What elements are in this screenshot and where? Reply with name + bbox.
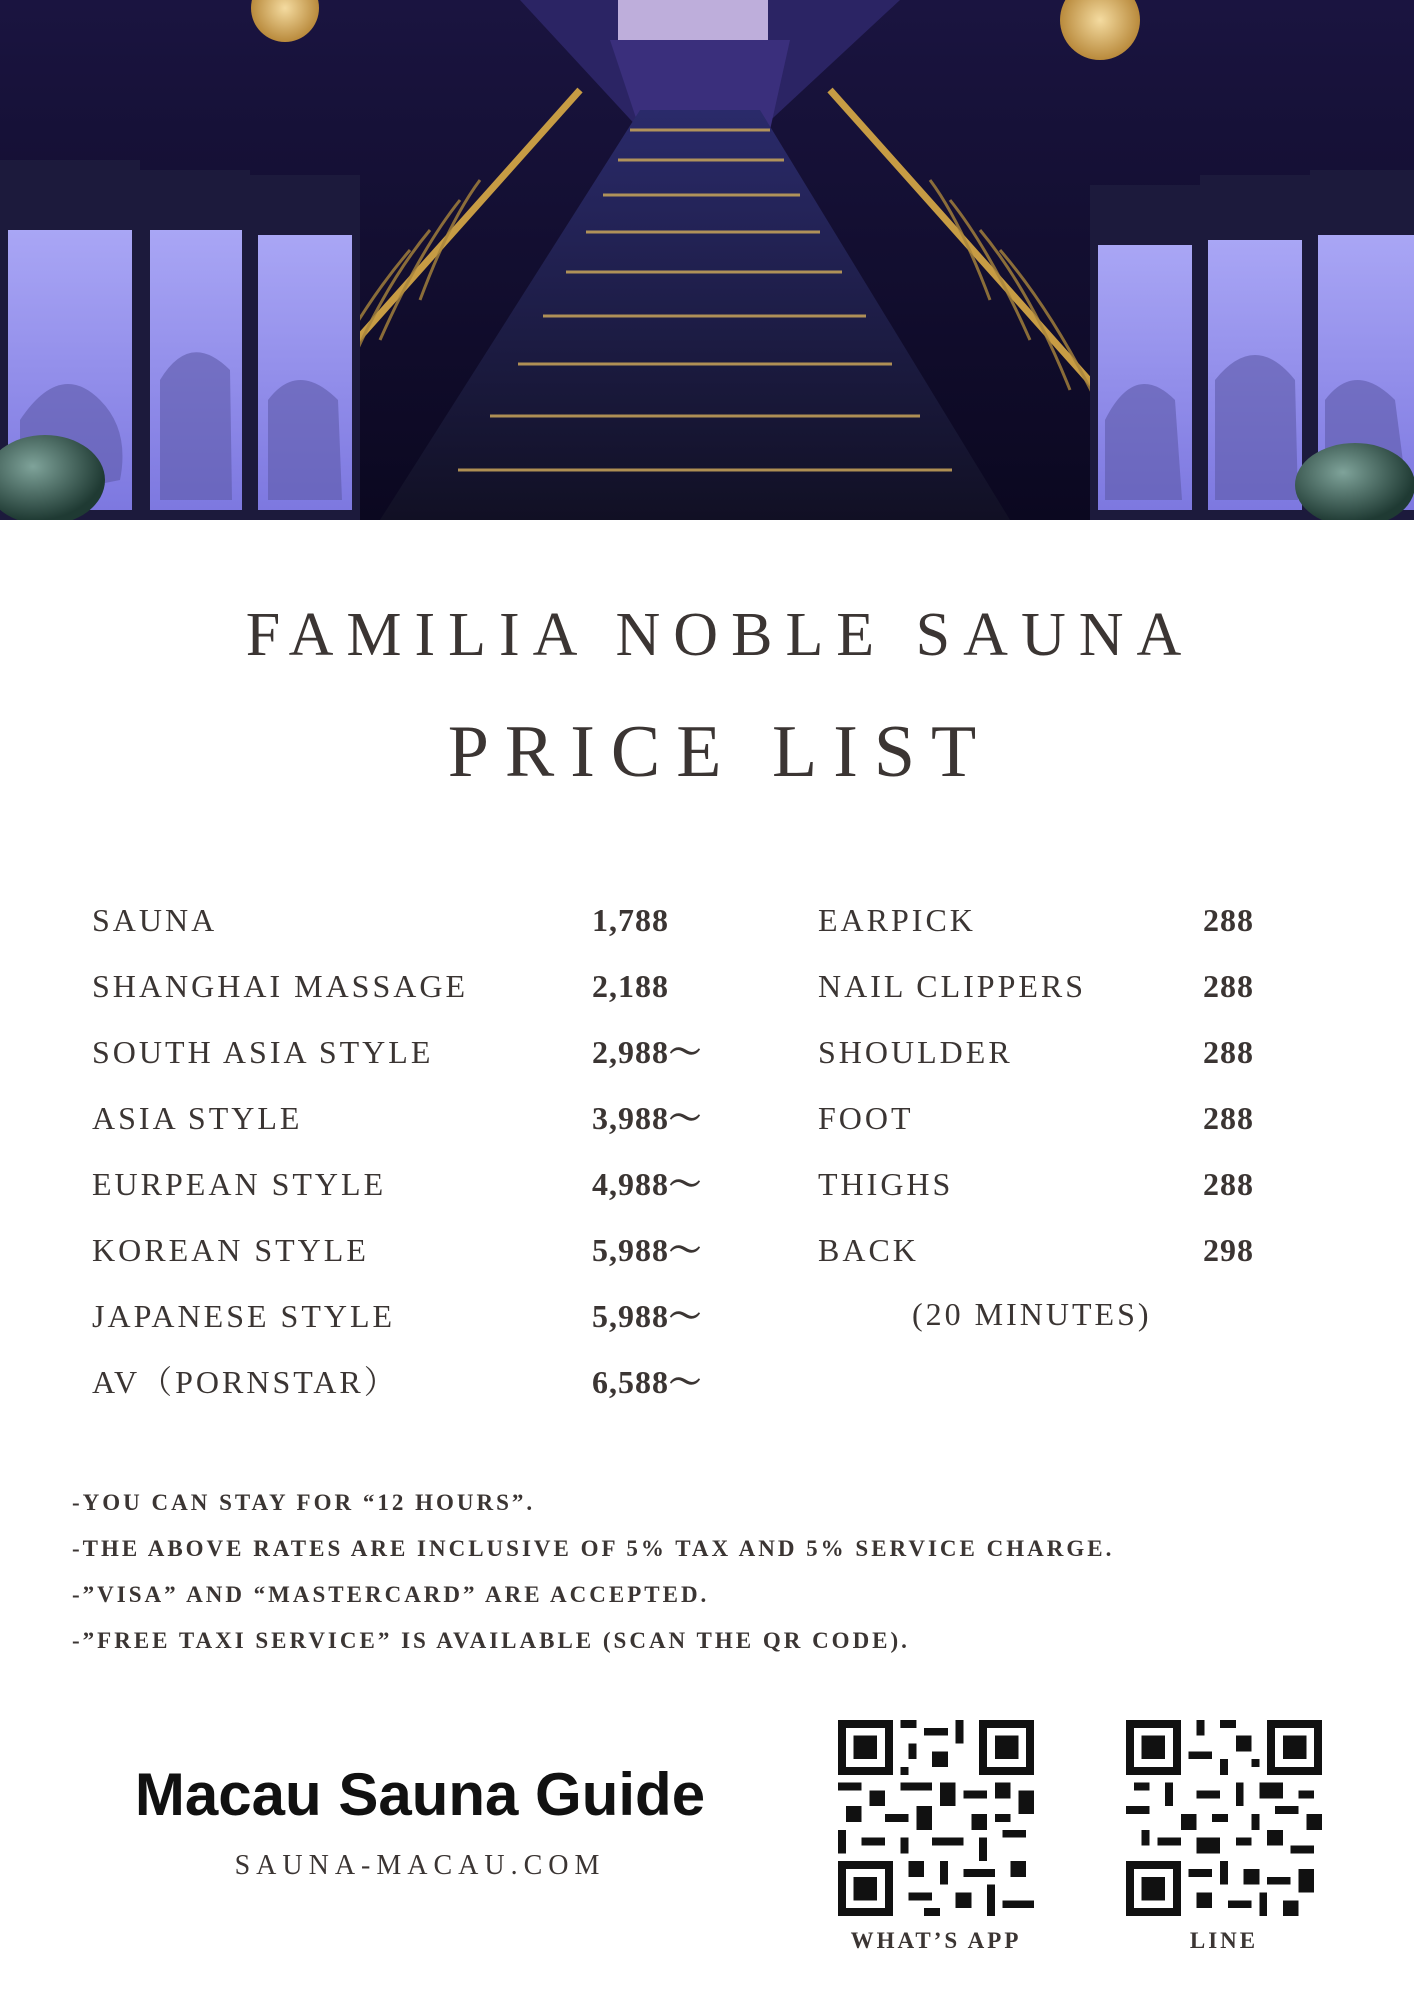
item-price: 2,188: [592, 968, 669, 1004]
title-price-list: PRICE LIST: [447, 711, 993, 793]
staircase-illustration: [0, 0, 1414, 520]
item-name: SAUNA: [92, 902, 218, 938]
line-qr-code[interactable]: [1126, 1720, 1322, 1916]
line-qr-label: LINE: [1189, 1928, 1259, 1953]
item-name: THIGHS: [818, 1166, 954, 1202]
note-stay-hours: -YOU CAN STAY FOR “12 HOURS”.: [72, 1490, 536, 1515]
note-tax: -THE ABOVE RATES ARE INCLUSIVE OF 5% TAX AND 5% SERVICE CHARGE.: [72, 1536, 1115, 1561]
item-price: 4,988〜: [592, 1166, 703, 1202]
item-name: SHANGHAI MASSAGE: [92, 968, 469, 1004]
item-name: FOOT: [818, 1100, 914, 1136]
item-price: 288: [1203, 968, 1254, 1004]
item-name: SHOULDER: [818, 1034, 1013, 1070]
item-price: 288: [1203, 902, 1254, 938]
item-name: KOREAN STYLE: [92, 1232, 369, 1268]
note-taxi: -”FREE TAXI SERVICE” IS AVAILABLE (SCAN THE QR CODE).: [72, 1628, 910, 1653]
item-price: 298: [1203, 1232, 1254, 1268]
item-name: NAIL CLIPPERS: [818, 968, 1087, 1004]
item-name: JAPANESE STYLE: [92, 1298, 396, 1334]
item-price: 288: [1203, 1100, 1254, 1136]
item-price: 288: [1203, 1034, 1254, 1070]
item-price: 288: [1203, 1166, 1254, 1202]
item-price: 6,588〜: [592, 1364, 703, 1400]
whatsapp-qr-label: WHAT’S APP: [850, 1928, 1022, 1953]
item-name: ASIA STYLE: [92, 1100, 303, 1136]
brand-logo-text: Macau Sauna Guide: [134, 1761, 706, 1828]
item-name: SOUTH ASIA STYLE: [92, 1034, 434, 1070]
item-name: EURPEAN STYLE: [92, 1166, 387, 1202]
note-cards: -”VISA” AND “MASTERCARD” ARE ACCEPTED.: [72, 1582, 710, 1607]
item-name: AV（PORNSTAR）: [92, 1364, 399, 1400]
whatsapp-qr-code[interactable]: [838, 1720, 1034, 1916]
terms-notes: [72, 1480, 1114, 1664]
item-price: 5,988〜: [592, 1298, 703, 1334]
item-price: 1,788: [592, 902, 669, 938]
item-price: 2,988〜: [592, 1034, 703, 1070]
item-price: 3,988〜: [592, 1100, 703, 1136]
duration-note: (20 MINUTES): [912, 1296, 1152, 1332]
hero-photo: [0, 0, 1414, 520]
item-name: EARPICK: [818, 902, 976, 938]
item-name: BACK: [818, 1232, 919, 1268]
item-price: 5,988〜: [592, 1232, 703, 1268]
title-venue: FAMILIA NOBLE SAUNA: [245, 601, 1195, 669]
website-url[interactable]: SAUNA-MACAU.COM: [234, 1850, 606, 1881]
